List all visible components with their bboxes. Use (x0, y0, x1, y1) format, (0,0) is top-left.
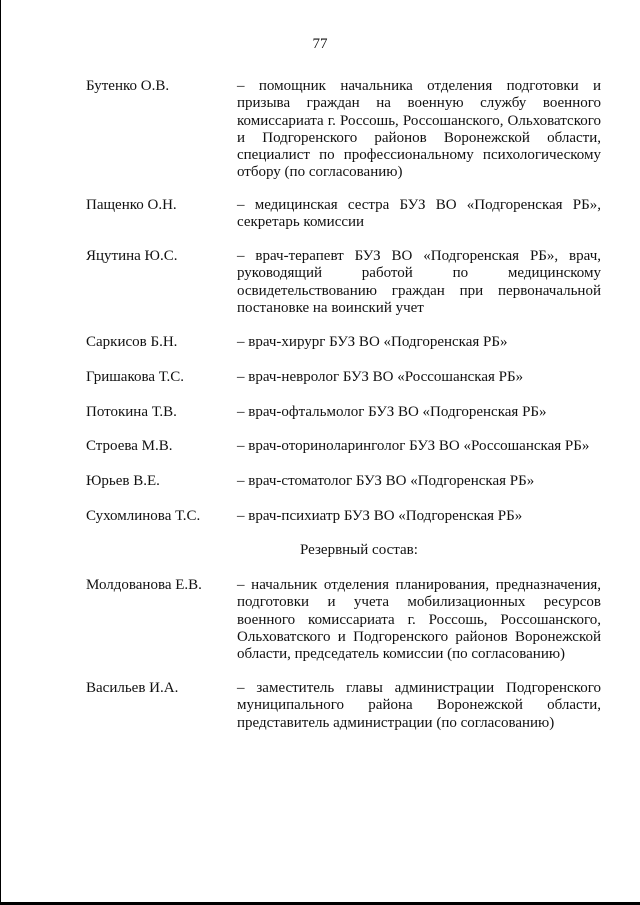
member-name: Саркисов Б.Н. (86, 334, 178, 350)
reserve-section-title: Резервный состав: (300, 542, 418, 558)
member-role: – врач-офтальмолог БУЗ ВО «Подгоренская РБ» (237, 404, 547, 420)
member-role: – врач-стоматолог БУЗ ВО «Подгоренская РБ» (237, 473, 535, 489)
page-number: 77 (312, 36, 328, 52)
member-name: Юрьев В.Е. (86, 473, 160, 489)
member-name: Бутенко О.В. (86, 78, 170, 94)
member-name: Яцутина Ю.С. (86, 248, 178, 264)
member-role: – врач-оториноларинголог БУЗ ВО «Россошанская РБ» (237, 438, 590, 454)
member-role: – помощник начальника отделения подготовки и призыва граждан на военную службу военного комиссариата г. Россошь, Россошанского, Ольховатского и Подгоренского районов Воронежской области, специалист по профессиональному психологическому отбору (по согласованию) (237, 78, 601, 181)
member-role: – медицинская сестра БУЗ ВО «Подгоренская РБ», секретарь комиссии (237, 197, 601, 231)
member-role: – врач-невролог БУЗ ВО «Россошанская РБ» (237, 369, 524, 385)
reserve-member-name: Молдованова Е.В. (86, 577, 202, 593)
member-role: – врач-психиатр БУЗ ВО «Подгоренская РБ» (237, 508, 523, 524)
member-role: – врач-терапевт БУЗ ВО «Подгоренская РБ», врач, руководящий работой по медицинскому освидетельствованию граждан при первоначальной постановке на воинский учет (237, 248, 601, 316)
member-name: Сухомлинова Т.С. (86, 508, 201, 524)
reserve-member-role: – начальник отделения планирования, предназначения, подготовки и учета мобилизационных ресурсов военного комиссариата г. Россошь, Россошанского, Ольховатского и Подгоренского районов Воронежской области, председатель комиссии (по согласованию) (237, 577, 601, 663)
member-role: – врач-хирург БУЗ ВО «Подгоренская РБ» (237, 334, 508, 350)
member-name: Пащенко О.Н. (86, 197, 177, 213)
page-left-border (0, 0, 1, 905)
reserve-member-role: – заместитель главы администрации Подгоренского муниципального района Воронежской области, представитель администрации (по согласованию) (237, 680, 601, 731)
member-name: Потокина Т.В. (86, 404, 177, 420)
member-name: Гришакова Т.С. (86, 369, 184, 385)
reserve-member-name: Васильев И.А. (86, 680, 179, 696)
member-name: Строева М.В. (86, 438, 173, 454)
